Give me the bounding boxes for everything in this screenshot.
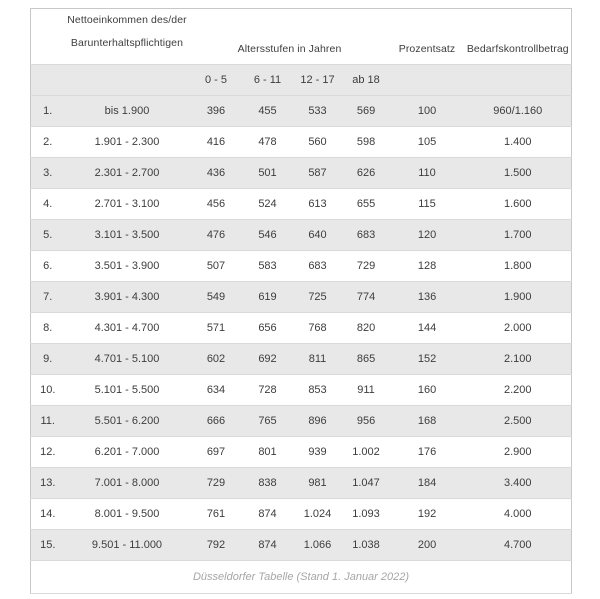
cell-row-number: 8. xyxy=(43,322,53,334)
cell-row-number: 2. xyxy=(43,136,53,148)
cell-age-6-11: 546 xyxy=(258,229,277,241)
table-row xyxy=(31,158,572,189)
cell-control-amount: 1.600 xyxy=(504,198,532,210)
cell-control-amount: 2.500 xyxy=(504,415,532,427)
cell-age-ab-18: 956 xyxy=(356,415,376,427)
cell-age-ab-18: 774 xyxy=(356,291,376,303)
cell-age-0-5: 456 xyxy=(206,198,226,210)
cell-income-range: 3.501 - 3.900 xyxy=(94,260,160,272)
cell-age-0-5: 436 xyxy=(206,167,226,179)
cell-income-range: 7.001 - 8.000 xyxy=(94,477,160,489)
cell-age-0-5: 761 xyxy=(206,508,226,520)
age-groups-spacer xyxy=(65,65,190,96)
cell-control-amount: 1.500 xyxy=(504,167,532,179)
cell-age-ab-18: 683 xyxy=(356,229,376,241)
table-row xyxy=(31,375,572,406)
cell-row-number: 5. xyxy=(43,229,53,241)
table-row xyxy=(31,96,572,127)
cell-age-0-5: 729 xyxy=(206,477,226,489)
age-groups-spacer xyxy=(465,65,572,96)
header-age-levels: Altersstufen in Jahren xyxy=(190,9,390,65)
cell-age-ab-18: 626 xyxy=(356,167,376,179)
cell-age-6-11: 728 xyxy=(258,384,277,396)
cell-age-12-17: 811 xyxy=(308,353,327,365)
cell-percent: 168 xyxy=(417,415,437,427)
cell-age-6-11: 801 xyxy=(258,446,277,458)
cell-row-number: 10. xyxy=(40,384,56,396)
header-income xyxy=(65,9,190,65)
cell-control-amount: 2.200 xyxy=(504,384,532,396)
cell-row-number: 9. xyxy=(43,353,53,365)
cell-percent: 160 xyxy=(417,384,437,396)
cell-percent: 184 xyxy=(417,477,437,489)
cell-row-number: 6. xyxy=(43,260,53,272)
cell-income-range: 4.301 - 4.700 xyxy=(94,322,160,334)
age-group-6-11: 6 - 11 xyxy=(243,65,293,96)
cell-income-range: 4.701 - 5.100 xyxy=(94,353,160,365)
cell-percent: 144 xyxy=(417,322,437,334)
duesseldorfer-tabelle xyxy=(30,8,572,594)
header-spacer-nr xyxy=(31,9,65,65)
cell-age-12-17: 683 xyxy=(308,260,327,272)
cell-row-number: 7. xyxy=(43,291,53,303)
age-groups-spacer xyxy=(31,65,65,96)
cell-control-amount: 2.900 xyxy=(504,446,532,458)
cell-age-ab-18: 820 xyxy=(356,322,376,334)
cell-row-number: 14. xyxy=(40,508,56,520)
cell-control-amount: 1.700 xyxy=(504,229,532,241)
cell-income-range: 6.201 - 7.000 xyxy=(94,446,160,458)
cell-age-12-17: 613 xyxy=(308,198,327,210)
cell-control-amount: 4.700 xyxy=(504,539,532,551)
cell-income-range: bis 1.900 xyxy=(104,105,150,117)
table-row xyxy=(31,220,572,251)
cell-income-range: 9.501 - 11.000 xyxy=(91,539,163,551)
cell-income-range: 8.001 - 9.500 xyxy=(94,508,160,520)
cell-age-12-17: 640 xyxy=(308,229,327,241)
table-row xyxy=(31,499,572,530)
cell-age-ab-18: 655 xyxy=(356,198,376,210)
cell-age-12-17: 981 xyxy=(308,477,327,489)
cell-percent: 115 xyxy=(418,198,436,210)
table-row xyxy=(31,344,572,375)
cell-control-amount: 2.000 xyxy=(504,322,532,334)
cell-age-ab-18: 1.047 xyxy=(352,477,380,489)
cell-row-number: 15. xyxy=(40,539,56,551)
cell-income-range: 3.101 - 3.500 xyxy=(94,229,160,241)
cell-age-6-11: 656 xyxy=(258,322,277,334)
table-row xyxy=(31,437,572,468)
cell-percent: 192 xyxy=(417,508,437,520)
age-group-0-5: 0 - 5 xyxy=(190,65,243,96)
table-row xyxy=(31,406,572,437)
cell-income-range: 5.101 - 5.500 xyxy=(94,384,160,396)
cell-age-12-17: 939 xyxy=(308,446,327,458)
header-row xyxy=(31,9,572,65)
cell-percent: 128 xyxy=(417,260,437,272)
cell-row-number: 11. xyxy=(40,415,55,427)
cell-age-12-17: 587 xyxy=(308,167,327,179)
cell-row-number: 12. xyxy=(40,446,56,458)
cell-control-amount: 960/1.160 xyxy=(493,105,543,117)
cell-age-0-5: 697 xyxy=(206,446,226,458)
age-groups-spacer xyxy=(390,65,465,96)
header-income-line1: Nettoeinkommen des/der xyxy=(67,14,187,26)
cell-income-range: 2.701 - 3.100 xyxy=(94,198,160,210)
cell-percent: 120 xyxy=(417,229,437,241)
cell-percent: 200 xyxy=(417,539,437,551)
cell-control-amount: 2.100 xyxy=(504,353,532,365)
cell-control-amount: 1.800 xyxy=(504,260,532,272)
age-groups-row xyxy=(31,65,572,96)
table-row xyxy=(31,468,572,499)
cell-percent: 100 xyxy=(417,105,437,117)
cell-age-0-5: 476 xyxy=(206,229,226,241)
cell-income-range: 1.901 - 2.300 xyxy=(94,136,160,148)
header-control-amount: Bedarfskontrollbetrag xyxy=(465,9,572,65)
cell-age-6-11: 583 xyxy=(258,260,277,272)
cell-row-number: 1. xyxy=(43,105,53,117)
cell-income-range: 3.901 - 4.300 xyxy=(94,291,160,303)
cell-control-amount: 3.400 xyxy=(504,477,532,489)
cell-age-0-5: 602 xyxy=(206,353,226,365)
cell-age-6-11: 619 xyxy=(258,291,277,303)
table-row xyxy=(31,189,572,220)
cell-age-6-11: 838 xyxy=(258,477,277,489)
cell-age-6-11: 874 xyxy=(258,539,277,551)
table-row xyxy=(31,530,572,561)
cell-age-0-5: 666 xyxy=(206,415,226,427)
cell-age-12-17: 560 xyxy=(308,136,327,148)
cell-age-ab-18: 598 xyxy=(356,136,376,148)
cell-age-6-11: 501 xyxy=(258,167,277,179)
cell-percent: 152 xyxy=(417,353,437,365)
table-caption: Düsseldorfer Tabelle (Stand 1. Januar 2022) xyxy=(31,561,572,594)
cell-percent: 110 xyxy=(418,167,436,179)
age-group-12-17: 12 - 17 xyxy=(293,65,343,96)
cell-age-0-5: 416 xyxy=(206,136,226,148)
cell-age-6-11: 524 xyxy=(258,198,277,210)
cell-age-ab-18: 729 xyxy=(356,260,376,272)
cell-row-number: 3. xyxy=(43,167,53,179)
table-row xyxy=(31,282,572,313)
cell-age-12-17: 768 xyxy=(308,322,327,334)
cell-age-0-5: 571 xyxy=(206,322,226,334)
cell-age-12-17: 853 xyxy=(308,384,327,396)
cell-age-0-5: 396 xyxy=(206,105,226,117)
cell-age-12-17: 725 xyxy=(308,291,327,303)
cell-income-range: 5.501 - 6.200 xyxy=(94,415,160,427)
cell-age-12-17: 533 xyxy=(308,105,327,117)
cell-age-0-5: 507 xyxy=(206,260,226,272)
footer-row xyxy=(31,561,572,594)
cell-age-ab-18: 1.002 xyxy=(352,446,380,458)
page xyxy=(30,8,572,594)
age-group-ab-18: ab 18 xyxy=(343,65,390,96)
table-row xyxy=(31,251,572,282)
table-row xyxy=(31,313,572,344)
table-row xyxy=(31,127,572,158)
cell-control-amount: 4.000 xyxy=(504,508,532,520)
cell-age-6-11: 874 xyxy=(258,508,277,520)
cell-age-ab-18: 865 xyxy=(356,353,376,365)
cell-age-0-5: 792 xyxy=(206,539,226,551)
cell-income-range: 2.301 - 2.700 xyxy=(94,167,160,179)
cell-age-ab-18: 911 xyxy=(357,384,375,396)
cell-percent: 105 xyxy=(417,136,437,148)
cell-control-amount: 1.900 xyxy=(504,291,532,303)
cell-age-6-11: 478 xyxy=(258,136,277,148)
cell-age-ab-18: 1.038 xyxy=(352,539,380,551)
header-income-line2: Barunterhaltspflichtigen xyxy=(70,37,184,49)
cell-age-12-17: 1.066 xyxy=(303,539,332,551)
cell-percent: 176 xyxy=(417,446,437,458)
cell-percent: 136 xyxy=(417,291,437,303)
cell-age-0-5: 549 xyxy=(206,291,226,303)
cell-age-12-17: 1.024 xyxy=(303,508,332,520)
cell-age-ab-18: 569 xyxy=(356,105,376,117)
cell-age-0-5: 634 xyxy=(206,384,226,396)
header-percent: Prozentsatz xyxy=(390,9,465,65)
cell-age-6-11: 692 xyxy=(258,353,277,365)
cell-age-12-17: 896 xyxy=(308,415,327,427)
cell-control-amount: 1.400 xyxy=(504,136,532,148)
cell-age-6-11: 455 xyxy=(258,105,277,117)
cell-age-ab-18: 1.093 xyxy=(352,508,380,520)
cell-age-6-11: 765 xyxy=(258,415,277,427)
cell-row-number: 13. xyxy=(40,477,56,489)
cell-row-number: 4. xyxy=(43,198,53,210)
